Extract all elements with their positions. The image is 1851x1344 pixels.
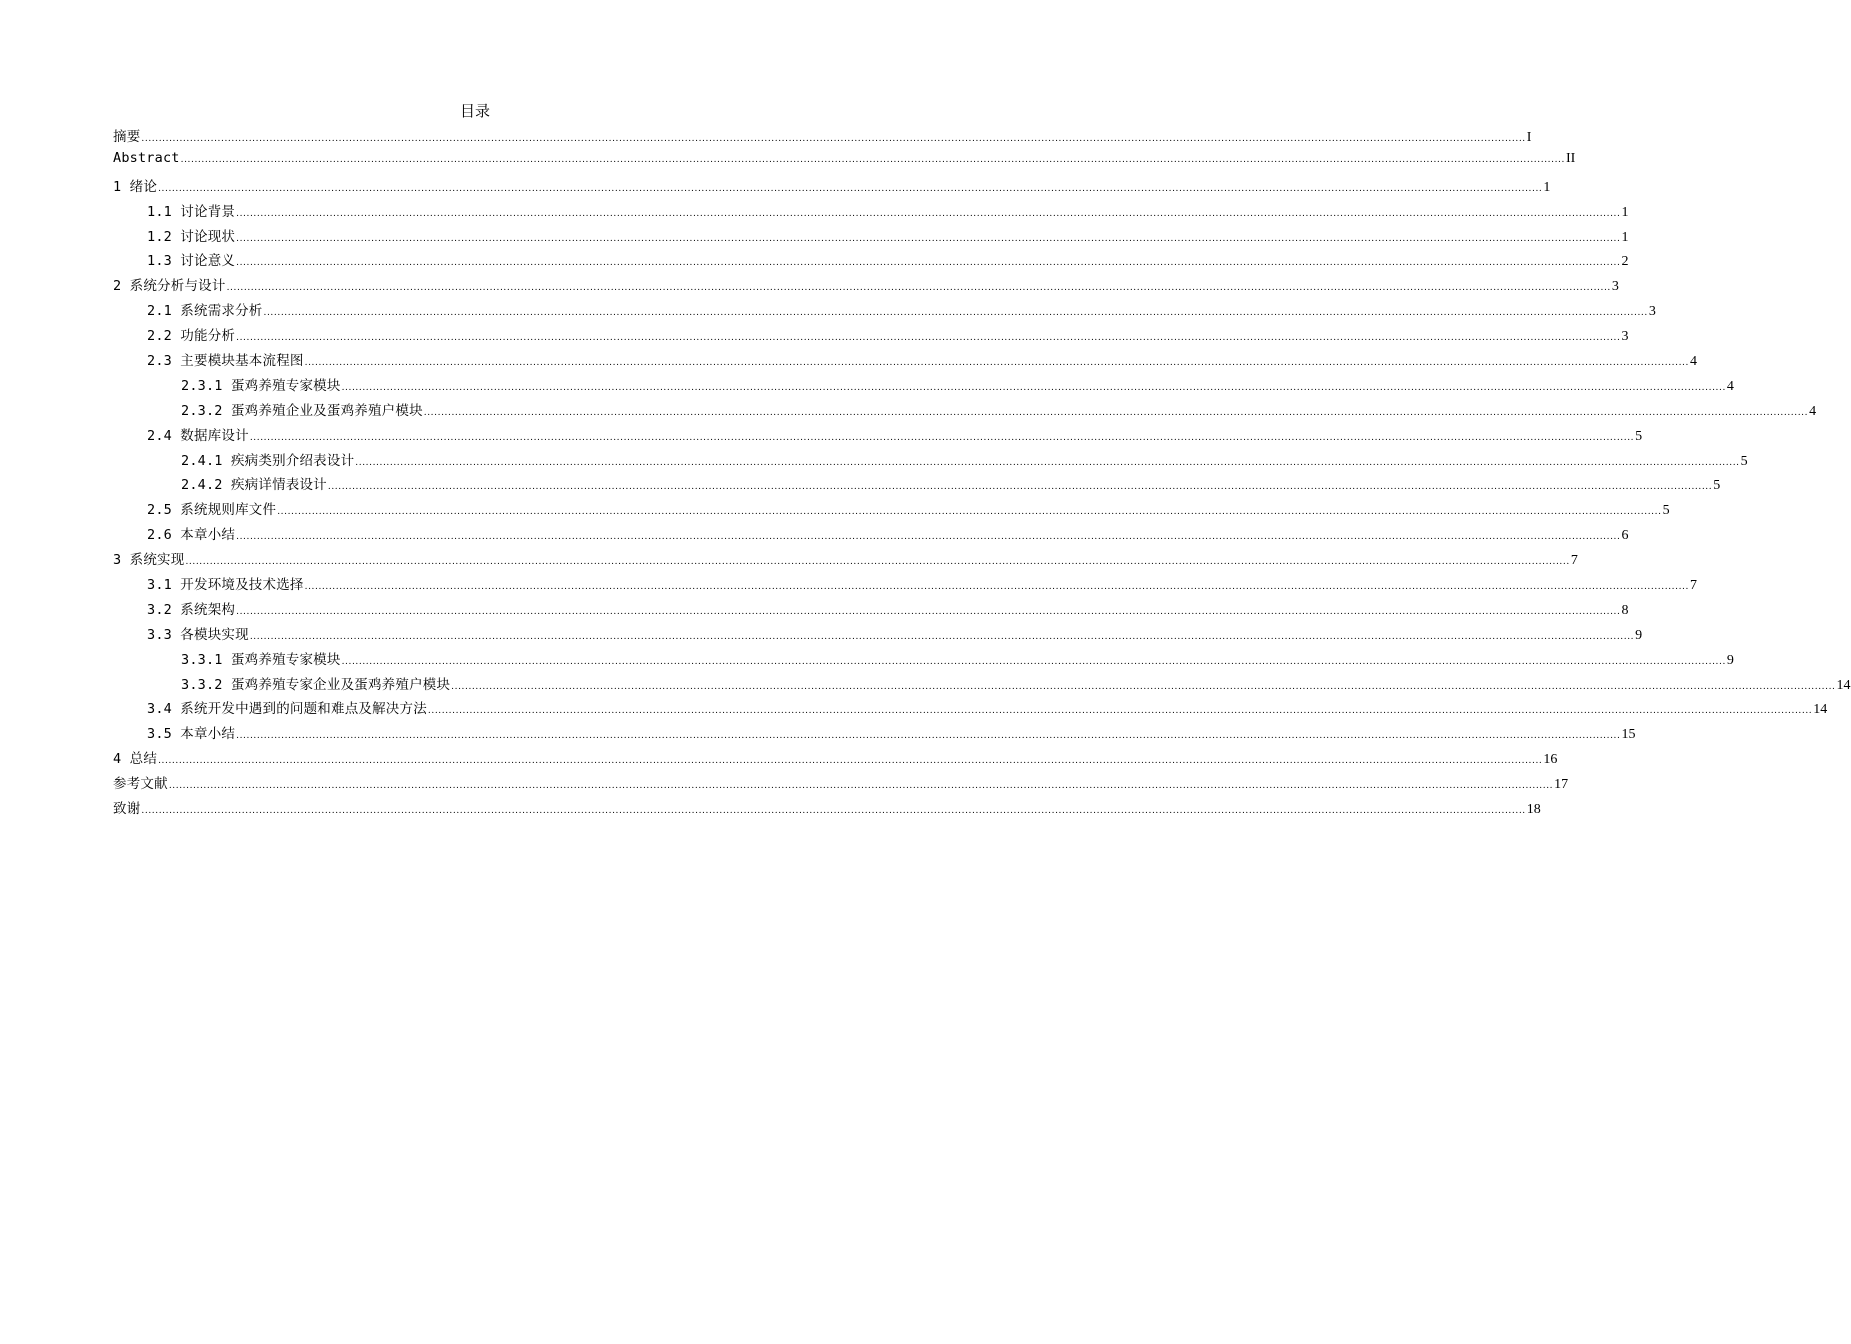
toc-entry-page-number: 1 (1621, 229, 1629, 245)
toc-leader-dots: ................................................................................................................................................................................................................................................................................................................................................................................................................ (168, 781, 1554, 792)
toc-entry-page-number: 16 (1543, 752, 1558, 768)
toc-entry-page-number: 5 (1740, 453, 1748, 469)
toc-entry-page-number: 3 (1611, 279, 1619, 295)
toc-entry-page-number: 9 (1726, 652, 1734, 668)
toc-entry-label: 3.3.1 蛋鸡养殖专家模块 (181, 651, 341, 668)
toc-entry-label: 1 绪论 (113, 178, 158, 195)
toc-leader-dots: ................................................................................................................................................................................................................................................................................................................................................................................................................ (451, 681, 1836, 692)
toc-leader-dots: ................................................................................................................................................................................................................................................................................................................................................................................................................ (341, 656, 1726, 667)
toc-entry-label: 3.3.2 蛋鸡养殖专家企业及蛋鸡养殖户模块 (181, 676, 451, 693)
toc-entry-label: 2.3.1 蛋鸡养殖专家模块 (181, 377, 341, 394)
toc-entry-label: 3.4 系统开发中遇到的问题和难点及解决方法 (147, 701, 427, 718)
toc-entry-label: 3.1 开发环境及技术选择 (147, 577, 304, 594)
toc-leader-dots: ................................................................................................................................................................................................................................................................................................................................................................................................................ (427, 706, 1813, 717)
toc-entry-label: 3.3 各模块实现 (147, 626, 249, 643)
toc-leader-dots: ................................................................................................................................................................................................................................................................................................................................................................................................................ (185, 557, 1570, 568)
toc-entry-label: 参考文献 (113, 776, 168, 793)
toc-leader-dots: ................................................................................................................................................................................................................................................................................................................................................................................................................ (236, 233, 1621, 244)
toc-entry-label: 2.1 系统需求分析 (147, 303, 263, 320)
toc-leader-dots: ................................................................................................................................................................................................................................................................................................................................................................................................................ (236, 731, 1621, 742)
toc-entry-label: 3.2 系统架构 (147, 601, 236, 618)
toc-entry-page-number: 17 (1554, 777, 1569, 793)
toc-entry-page-number: 3 (1648, 304, 1656, 320)
toc-leader-dots: ................................................................................................................................................................................................................................................................................................................................................................................................................ (236, 333, 1621, 344)
toc-entry[interactable] (113, 797, 1541, 822)
toc-entry-page-number: 7 (1570, 553, 1578, 569)
toc-entry[interactable] (113, 299, 1656, 324)
toc-entry[interactable] (113, 573, 1697, 598)
toc-leader-dots: ................................................................................................................................................................................................................................................................................................................................................................................................................ (327, 482, 1713, 493)
toc-entry-label: 2 系统分析与设计 (113, 278, 226, 295)
toc-leader-dots: ................................................................................................................................................................................................................................................................................................................................................................................................................ (158, 183, 1543, 194)
toc-entry[interactable] (113, 349, 1697, 374)
toc-entry-page-number: 4 (1726, 378, 1734, 394)
toc-entry-page-number: 8 (1621, 602, 1629, 618)
toc-leader-dots: ................................................................................................................................................................................................................................................................................................................................................................................................................ (249, 631, 1635, 642)
toc-entry[interactable] (113, 523, 1629, 548)
toc-entry-page-number: 1 (1621, 204, 1629, 220)
toc-entry-label: Abstract (113, 149, 180, 166)
toc-entry[interactable] (113, 648, 1734, 673)
toc-entry-label: 1.3 讨论意义 (147, 253, 236, 270)
toc-entry-page-number: 3 (1621, 329, 1629, 345)
toc-entry[interactable] (113, 548, 1578, 573)
toc-leader-dots: ................................................................................................................................................................................................................................................................................................................................................................................................................ (423, 407, 1809, 418)
toc-entry-page-number: 5 (1635, 428, 1643, 444)
toc-leader-dots: ................................................................................................................................................................................................................................................................................................................................................................................................................ (341, 382, 1726, 393)
toc-entry[interactable] (113, 772, 1569, 797)
toc-entry[interactable] (113, 225, 1629, 250)
toc-entry[interactable] (113, 673, 1851, 698)
toc-entry[interactable] (113, 175, 1551, 200)
toc-leader-dots: ................................................................................................................................................................................................................................................................................................................................................................................................................ (236, 532, 1621, 543)
toc-leader-dots: ................................................................................................................................................................................................................................................................................................................................................................................................................ (236, 606, 1621, 617)
toc-leader-dots: ................................................................................................................................................................................................................................................................................................................................................................................................................ (226, 283, 1611, 294)
toc-entry-label: 1.1 讨论背景 (147, 203, 236, 220)
toc-entry-page-number: 14 (1836, 677, 1851, 693)
toc-leader-dots: ................................................................................................................................................................................................................................................................................................................................................................................................................ (355, 457, 1740, 468)
toc-entry-page-number: 1 (1543, 179, 1551, 195)
toc-entry-page-number: 4 (1689, 354, 1697, 370)
toc-entry-page-number: I (1526, 130, 1532, 145)
toc-entry-page-number: 5 (1713, 478, 1721, 494)
toc-leader-dots: ................................................................................................................................................................................................................................................................................................................................................................................................................ (277, 507, 1662, 518)
toc-entry[interactable] (113, 249, 1629, 274)
toc-entry[interactable] (113, 149, 1576, 175)
toc-entry-label: 2.4 数据库设计 (147, 427, 249, 444)
toc-leader-dots: ................................................................................................................................................................................................................................................................................................................................................................................................................ (236, 258, 1621, 269)
toc-entry[interactable] (113, 722, 1636, 747)
toc-entry-page-number: 9 (1635, 627, 1643, 643)
toc-entry[interactable] (113, 747, 1558, 772)
toc-entry[interactable] (113, 399, 1817, 424)
toc-leader-dots: ................................................................................................................................................................................................................................................................................................................................................................................................................ (141, 806, 1526, 817)
toc-leader-dots: ................................................................................................................................................................................................................................................................................................................................................................................................................ (180, 154, 1565, 165)
toc-entry-label: 4 总结 (113, 751, 158, 768)
toc-leader-dots: ................................................................................................................................................................................................................................................................................................................................................................................................................ (249, 432, 1635, 443)
toc-title: 目录 (459, 102, 490, 120)
toc-entry-label: 2.3 主要模块基本流程图 (147, 353, 304, 370)
toc-entry[interactable] (113, 324, 1629, 349)
table-of-contents (113, 125, 1851, 822)
toc-entry-label: 摘要 (113, 129, 141, 145)
toc-leader-dots: ................................................................................................................................................................................................................................................................................................................................................................................................................ (158, 756, 1543, 767)
toc-entry-label: 致谢 (113, 801, 141, 818)
toc-entry[interactable] (113, 498, 1670, 523)
toc-leader-dots: ................................................................................................................................................................................................................................................................................................................................................................................................................ (141, 134, 1526, 144)
toc-entry-label: 2.3.2 蛋鸡养殖企业及蛋鸡养殖户模块 (181, 402, 423, 419)
toc-entry-label: 2.2 功能分析 (147, 328, 236, 345)
toc-entry-page-number: 5 (1662, 503, 1670, 519)
toc-entry[interactable] (113, 598, 1629, 623)
toc-leader-dots: ................................................................................................................................................................................................................................................................................................................................................................................................................ (304, 358, 1689, 369)
toc-entry-label: 1.2 讨论现状 (147, 228, 236, 245)
toc-entry[interactable] (113, 200, 1629, 225)
toc-entry-label: 2.6 本章小结 (147, 527, 236, 544)
toc-entry-page-number: 18 (1526, 802, 1541, 818)
toc-entry-page-number: II (1565, 150, 1576, 166)
toc-leader-dots: ................................................................................................................................................................................................................................................................................................................................................................................................................ (263, 308, 1648, 319)
toc-entry-label: 3.5 本章小结 (147, 726, 236, 743)
toc-entry-page-number: 4 (1809, 403, 1817, 419)
toc-leader-dots: ................................................................................................................................................................................................................................................................................................................................................................................................................ (304, 582, 1689, 593)
toc-entry[interactable] (113, 697, 1828, 722)
toc-entry[interactable] (113, 449, 1748, 474)
toc-entry-page-number: 15 (1621, 727, 1636, 743)
toc-entry[interactable] (113, 274, 1619, 299)
toc-entry[interactable] (113, 374, 1734, 399)
toc-entry[interactable] (113, 623, 1643, 648)
toc-entry-page-number: 7 (1689, 578, 1697, 594)
toc-entry[interactable] (113, 424, 1643, 449)
toc-entry-label: 2.4.1 疾病类别介绍表设计 (181, 452, 355, 469)
toc-entry-page-number: 14 (1813, 702, 1828, 718)
toc-entry-label: 2.4.2 疾病详情表设计 (181, 477, 327, 494)
toc-entry-page-number: 2 (1621, 254, 1629, 270)
toc-entry-label: 2.5 系统规则库文件 (147, 502, 277, 519)
toc-leader-dots: ................................................................................................................................................................................................................................................................................................................................................................................................................ (236, 208, 1621, 219)
toc-entry[interactable] (113, 473, 1721, 498)
toc-entry-page-number: 6 (1621, 528, 1629, 544)
toc-entry-label: 3 系统实现 (113, 552, 185, 569)
toc-entry[interactable] (113, 125, 1532, 150)
